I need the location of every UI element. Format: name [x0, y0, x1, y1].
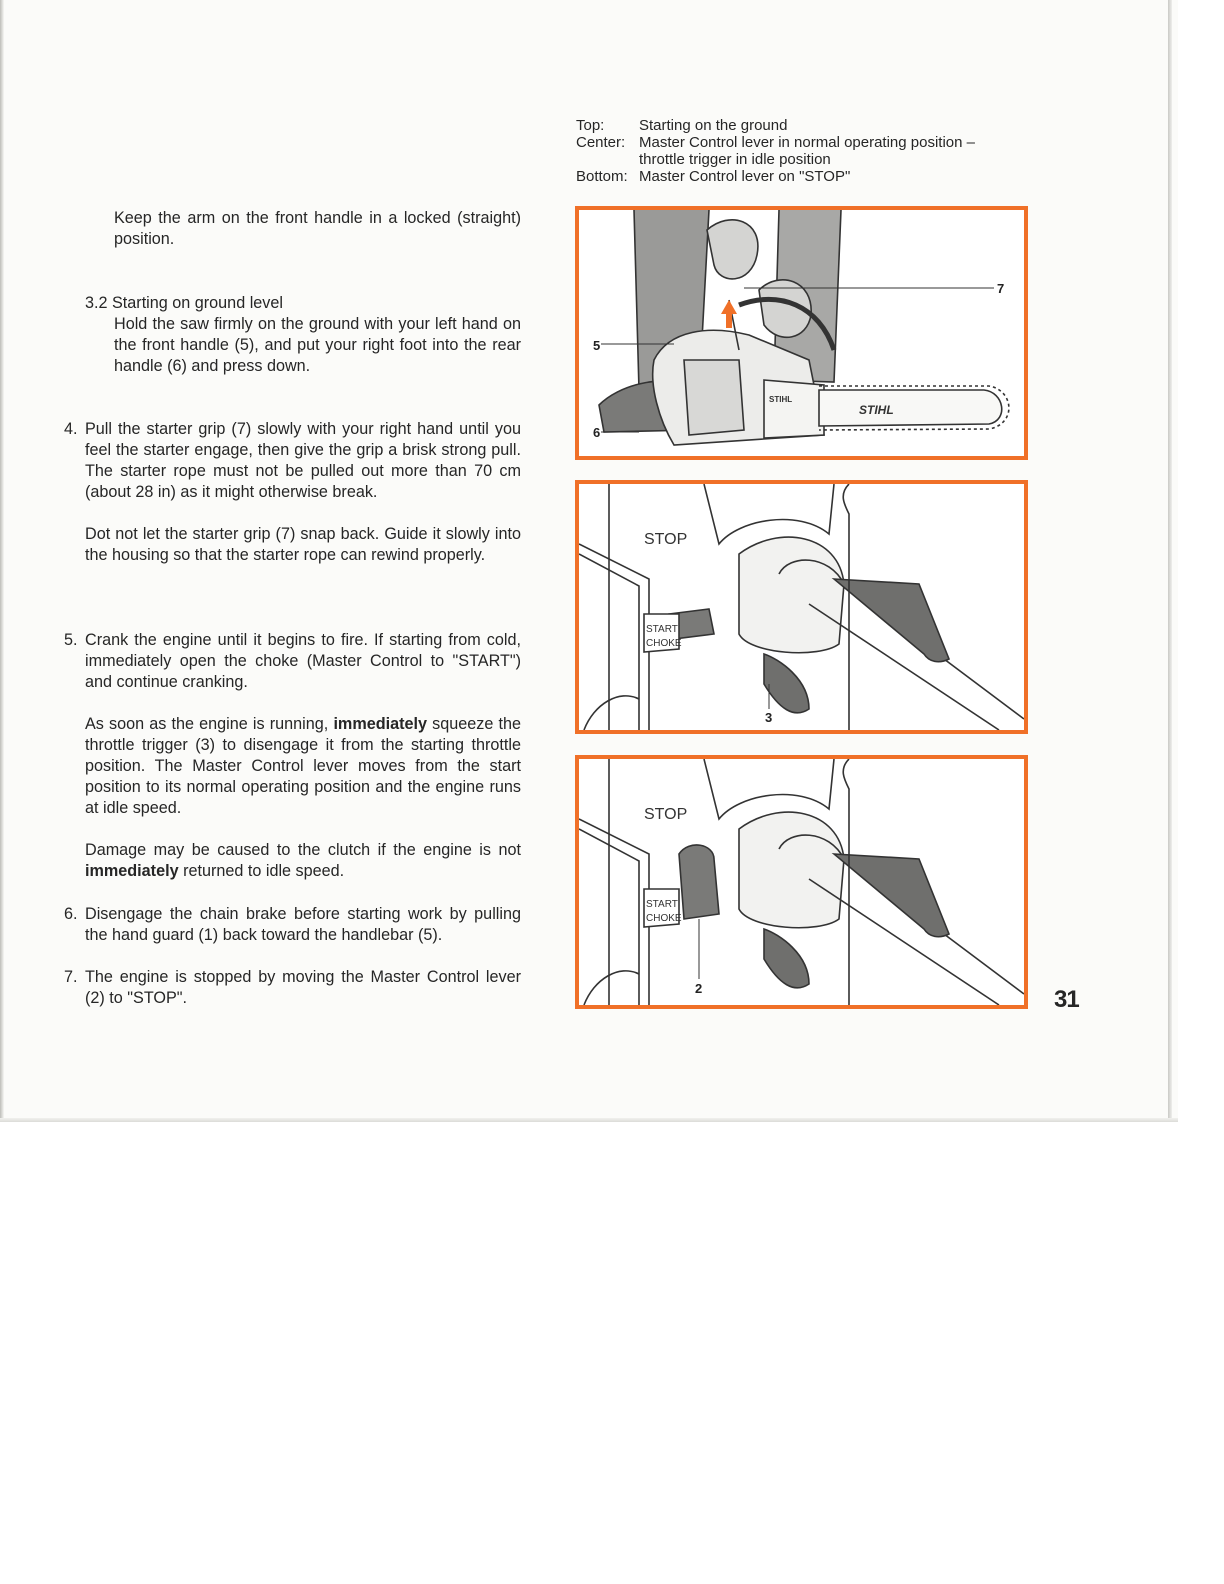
caption-row-center: [576, 134, 999, 168]
text-run: Damage may be caused to the clutch if the engine is not: [85, 841, 521, 859]
master-control-stop-illustration: [579, 759, 1024, 1005]
caption-text: Master Control lever on "STOP": [639, 168, 851, 185]
caption-text: Starting on the ground: [639, 117, 788, 134]
figure-bottom-lever-on-stop: [575, 755, 1028, 1009]
step-number: 7.: [64, 968, 78, 986]
page-bottom-edge: [0, 1118, 1178, 1122]
step-number: 6.: [64, 905, 78, 923]
emphasis: immediately: [85, 862, 179, 880]
step-7-text: The engine is stopped by moving the Master Control lever (2) to "STOP".: [85, 968, 521, 1007]
start-label: START: [646, 624, 678, 635]
figure-center-normal-operating: [575, 480, 1028, 734]
step-5-paragraph-1: Crank the engine until it begins to fire. If starting from cold, immediately open the choke (Master Control to "START") and continue cranking.: [85, 631, 521, 691]
chainsaw-start-illustration: [579, 210, 1024, 456]
caption-key: Bottom:: [576, 168, 628, 185]
text-run: returned to idle speed.: [183, 862, 345, 880]
callout-3: 3: [765, 710, 773, 725]
step-number: 5.: [64, 631, 78, 649]
master-control-lever-illustration: [579, 484, 1024, 730]
callout-7: 7: [997, 281, 1005, 296]
intro-paragraph: [114, 208, 521, 250]
step-5-paragraph-3: [64, 840, 521, 882]
step-5: [64, 630, 521, 882]
choke-label: CHOKE: [646, 638, 682, 649]
callout-5: 5: [593, 338, 601, 353]
intro-text: Keep the arm on the front handle in a locked (straight) position.: [114, 209, 521, 248]
section-heading: 3.2 Starting on ground level: [85, 294, 283, 312]
stop-label: STOP: [644, 806, 688, 823]
choke-label: CHOKE: [646, 913, 682, 924]
text-run: As soon as the engine is running,: [85, 715, 329, 733]
emphasis: immediately: [333, 715, 428, 733]
start-label: START: [646, 899, 678, 910]
figure-caption: [576, 117, 999, 185]
step-7: [64, 967, 521, 1009]
caption-key: Top:: [576, 117, 605, 134]
page-number: 31: [1054, 986, 1079, 1013]
pull-arrow-icon: [721, 300, 737, 328]
figure-top-starting-on-ground: [575, 206, 1028, 460]
caption-text: Master Control lever in normal operating position – throttle trigger in idle position: [639, 134, 975, 168]
page-edge: [1168, 0, 1172, 1122]
step-4: [64, 419, 521, 566]
step-4-paragraph-1: Pull the starter grip (7) slowly with your right hand until you feel the starter engage, then give the grip a brisk strong pull. The starter rope must not be pulled out more than 70 cm (about 28 in) as it might otherwise break.: [85, 420, 521, 501]
caption-key: Center:: [576, 134, 626, 151]
text-run: squeeze the throttle trigger (3) to disengage it from the starting throttle position. The Master Control lever moves from the start position to its normal operating position and the engine runs at idle speed.: [85, 715, 522, 817]
callout-6: 6: [593, 425, 601, 440]
page-binding-edge: [0, 0, 4, 1122]
section-body: Hold the saw firmly on the ground with your left hand on the front handle (5), and put your right foot into the rear handle (6) and press down.: [114, 315, 521, 375]
step-6: [64, 904, 521, 946]
saw-brand-label: STIHL: [769, 395, 793, 404]
caption-row-bottom: [576, 168, 999, 185]
step-number: 4.: [64, 420, 78, 438]
step-6-text: Disengage the chain brake before starting work by pulling the hand guard (1) back toward the handlebar (5).: [85, 905, 521, 944]
callout-2: 2: [695, 981, 703, 996]
step-4-paragraph-2: Dot not let the starter grip (7) snap back. Guide it slowly into the housing so that the starter rope can rewind properly.: [85, 525, 521, 564]
caption-row-top: [576, 117, 999, 134]
section-3-2: [85, 293, 521, 377]
step-5-paragraph-2: [64, 714, 521, 819]
stop-label: STOP: [644, 531, 688, 548]
bar-brand-label: STIHL: [859, 403, 894, 417]
